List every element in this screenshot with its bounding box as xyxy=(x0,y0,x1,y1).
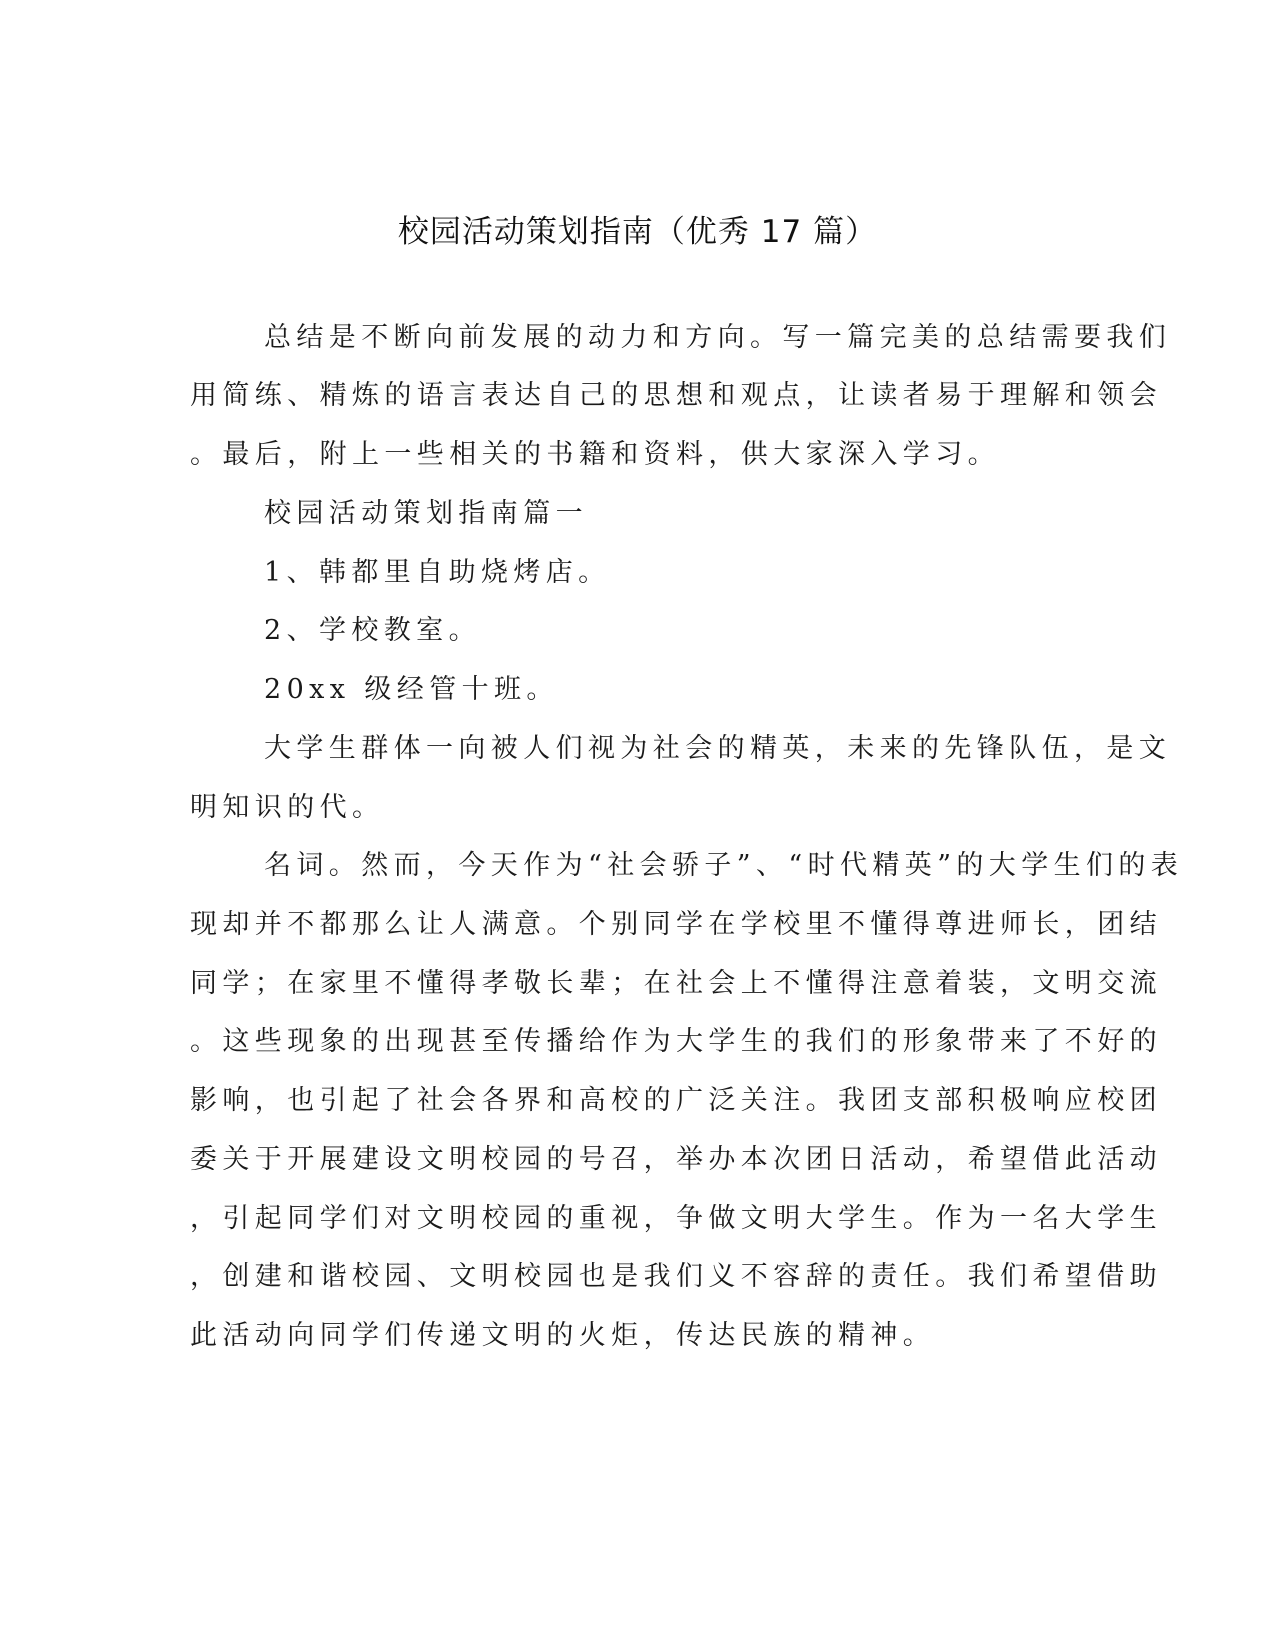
paragraph-line: 用简练、精炼的语言表达自己的思想和观点，让读者易于理解和领会 xyxy=(190,380,1162,411)
paragraph-line: 现却并不都那么让人满意。个别同学在学校里不懂得尊进师长，团结 xyxy=(190,909,1162,940)
paragraph-line: 此活动向同学们传递文明的火炬，传达民族的精神。 xyxy=(190,1320,936,1351)
paragraph-line: ，引起同学们对文明校园的重视，争做文明大学生。作为一名大学生 xyxy=(190,1203,1162,1234)
list-item: 1、韩都里自助烧烤店。 xyxy=(264,557,611,588)
paragraph-line: 。这些现象的出现甚至传播给作为大学生的我们的形象带来了不好的 xyxy=(190,1026,1162,1057)
section-heading: 校园活动策划指南篇一 xyxy=(264,498,588,529)
paragraph-line: 大学生群体一向被人们视为社会的精英，未来的先锋队伍，是文 xyxy=(264,733,1172,764)
paragraph-line: ，创建和谐校园、文明校园也是我们义不容辞的责任。我们希望借助 xyxy=(190,1261,1162,1292)
paragraph-line: 。最后，附上一些相关的书籍和资料，供大家深入学习。 xyxy=(190,439,1000,470)
paragraph-line: 委关于开展建设文明校园的号召，举办本次团日活动，希望借此活动 xyxy=(190,1144,1162,1175)
list-item: 2、学校教室。 xyxy=(264,615,481,646)
paragraph-line: 明知识的代。 xyxy=(190,792,385,823)
paragraph-line: 影响，也引起了社会各界和高校的广泛关注。我团支部积极响应校团 xyxy=(190,1085,1162,1116)
paragraph-line: 总结是不断向前发展的动力和方向。写一篇完美的总结需要我们 xyxy=(264,322,1172,353)
document-title: 校园活动策划指南（优秀 17 篇） xyxy=(397,214,878,250)
paragraph-line: 名词。然而，今天作为“社会骄子”、“时代精英”的大学生们的表 xyxy=(264,850,1184,881)
paragraph-line: 20xx 级经管十班。 xyxy=(264,674,559,705)
paragraph-line: 同学；在家里不懂得孝敬长辈；在社会上不懂得注意着装，文明交流 xyxy=(190,968,1162,999)
